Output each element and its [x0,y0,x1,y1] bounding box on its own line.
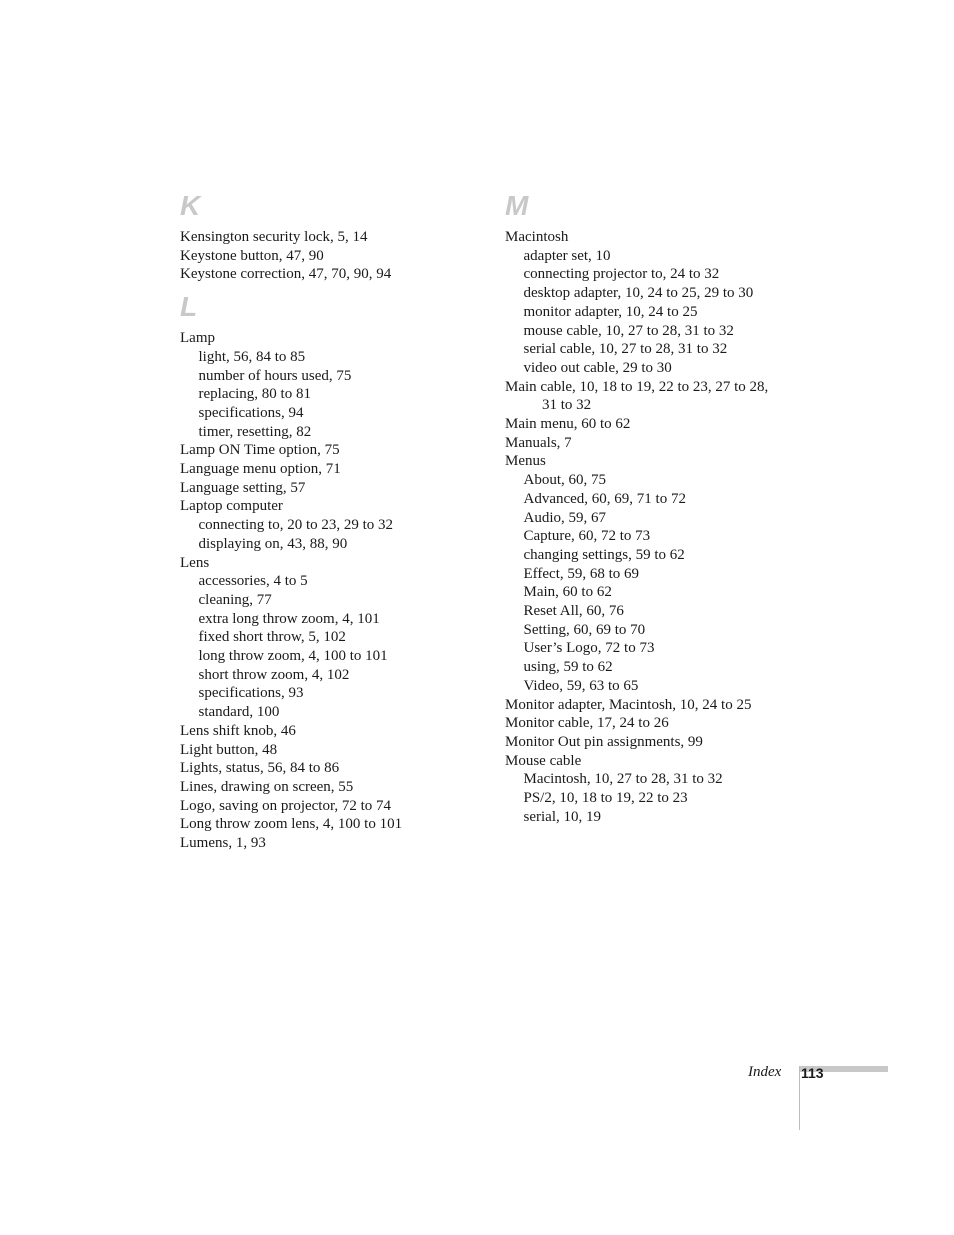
index-entry: Light button, 48 [180,741,278,758]
index-subentry: cleaning, 77 [198,591,272,608]
index-entry: Language menu option, 71 [180,461,341,478]
section-letter-l: L [180,291,198,323]
section-k-entries [180,228,480,284]
index-subentry: monitor adapter, 10, 24 to 25 [523,303,698,320]
right-column [505,190,805,834]
footer-section-label: Index [748,1064,782,1080]
index-entry: Macintosh [505,229,569,245]
index-subentry: About, 60, 75 [523,472,606,489]
index-subentry: extra long throw zoom, 4, 101 [198,610,380,627]
index-subentry: changing settings, 59 to 62 [523,546,685,563]
index-entry: Monitor adapter, Macintosh, 10, 24 to 25 [505,696,752,713]
index-entry: Menus [505,453,546,470]
index-subentry: serial cable, 10, 27 to 28, 31 to 32 [523,341,728,358]
index-subentry: desktop adapter, 10, 24 to 25, 29 to 30 [523,285,754,302]
index-subentry: Main, 60 to 62 [523,584,612,601]
index-entry: Laptop computer [180,498,283,515]
index-subentry: Audio, 59, 67 [523,509,606,526]
index-subentry: fixed short throw, 5, 102 [198,629,346,646]
index-subentry: displaying on, 43, 88, 90 [198,535,348,552]
index-subentry: light, 56, 84 to 85 [198,348,306,365]
index-subentry: connecting projector to, 24 to 32 [523,266,720,283]
section-m-entries [505,228,805,827]
index-subentry: video out cable, 29 to 30 [523,359,672,376]
footer-rule [799,1066,800,1130]
index-subentry: User’s Logo, 72 to 73 [523,640,655,657]
index-entry: Lamp ON Time option, 75 [180,442,340,459]
index-subentry: accessories, 4 to 5 [198,573,308,590]
index-subentry: Setting, 60, 69 to 70 [523,621,646,638]
index-subentry: Advanced, 60, 69, 71 to 72 [523,490,686,507]
index-subentry: adapter set, 10 [523,247,611,264]
index-subentry: Macintosh, 10, 27 to 28, 31 to 32 [523,771,723,788]
index-entry: Language setting, 57 [180,479,306,496]
index-entry: Main cable, 10, 18 to 19, 22 to 23, 27 to 28, [505,378,769,395]
index-entry: Main menu, 60 to 62 [505,416,631,433]
index-entry: Logo, saving on projector, 72 to 74 [180,797,392,814]
index-subentry: long throw zoom, 4, 100 to 101 [198,648,388,665]
index-subentry: connecting to, 20 to 23, 29 to 32 [198,517,394,534]
index-entry: Lamp [180,330,215,347]
left-column [180,190,480,860]
index-entry: Kensington security lock, 5, 14 [180,229,368,245]
index-entry: Monitor cable, 17, 24 to 26 [505,715,669,732]
index-entry-continuation: 31 to 32 [542,397,592,414]
index-entry: Lumens, 1, 93 [180,835,266,852]
index-subentry: mouse cable, 10, 27 to 28, 31 to 32 [523,322,734,339]
page-number: 113 [801,1065,824,1081]
index-subentry: Video, 59, 63 to 65 [523,677,639,694]
section-l-entries [180,329,480,853]
index-subentry: standard, 100 [198,704,280,721]
index-subentry: timer, resetting, 82 [198,423,312,440]
index-subentry: specifications, 94 [198,404,304,421]
index-entry: Manuals, 7 [505,434,572,451]
index-entry: Long throw zoom lens, 4, 100 to 101 [180,816,403,833]
index-subentry: serial, 10, 19 [523,808,601,825]
section-letter-k: K [180,190,201,221]
index-subentry: PS/2, 10, 18 to 19, 22 to 23 [523,790,688,807]
index-entry: Lines, drawing on screen, 55 [180,778,354,795]
index-entry: Keystone correction, 47, 70, 90, 94 [180,266,392,283]
index-subentry: Capture, 60, 72 to 73 [523,528,651,545]
index-subentry: Reset All, 60, 76 [523,603,624,620]
section-letter-m: M [505,190,529,221]
index-subentry: short throw zoom, 4, 102 [198,666,350,683]
index-subentry: using, 59 to 62 [523,659,613,676]
index-entry: Keystone button, 47, 90 [180,247,324,264]
index-entry: Lens shift knob, 46 [180,722,296,739]
index-entry: Lights, status, 56, 84 to 86 [180,760,340,777]
index-subentry: number of hours used, 75 [198,367,352,384]
index-subentry: specifications, 93 [198,685,304,702]
index-subentry: Effect, 59, 68 to 69 [523,565,640,582]
index-entry: Monitor Out pin assignments, 99 [505,733,703,750]
index-subentry: replacing, 80 to 81 [198,386,311,403]
index-entry: Mouse cable [505,752,582,769]
index-entry: Lens [180,554,210,571]
